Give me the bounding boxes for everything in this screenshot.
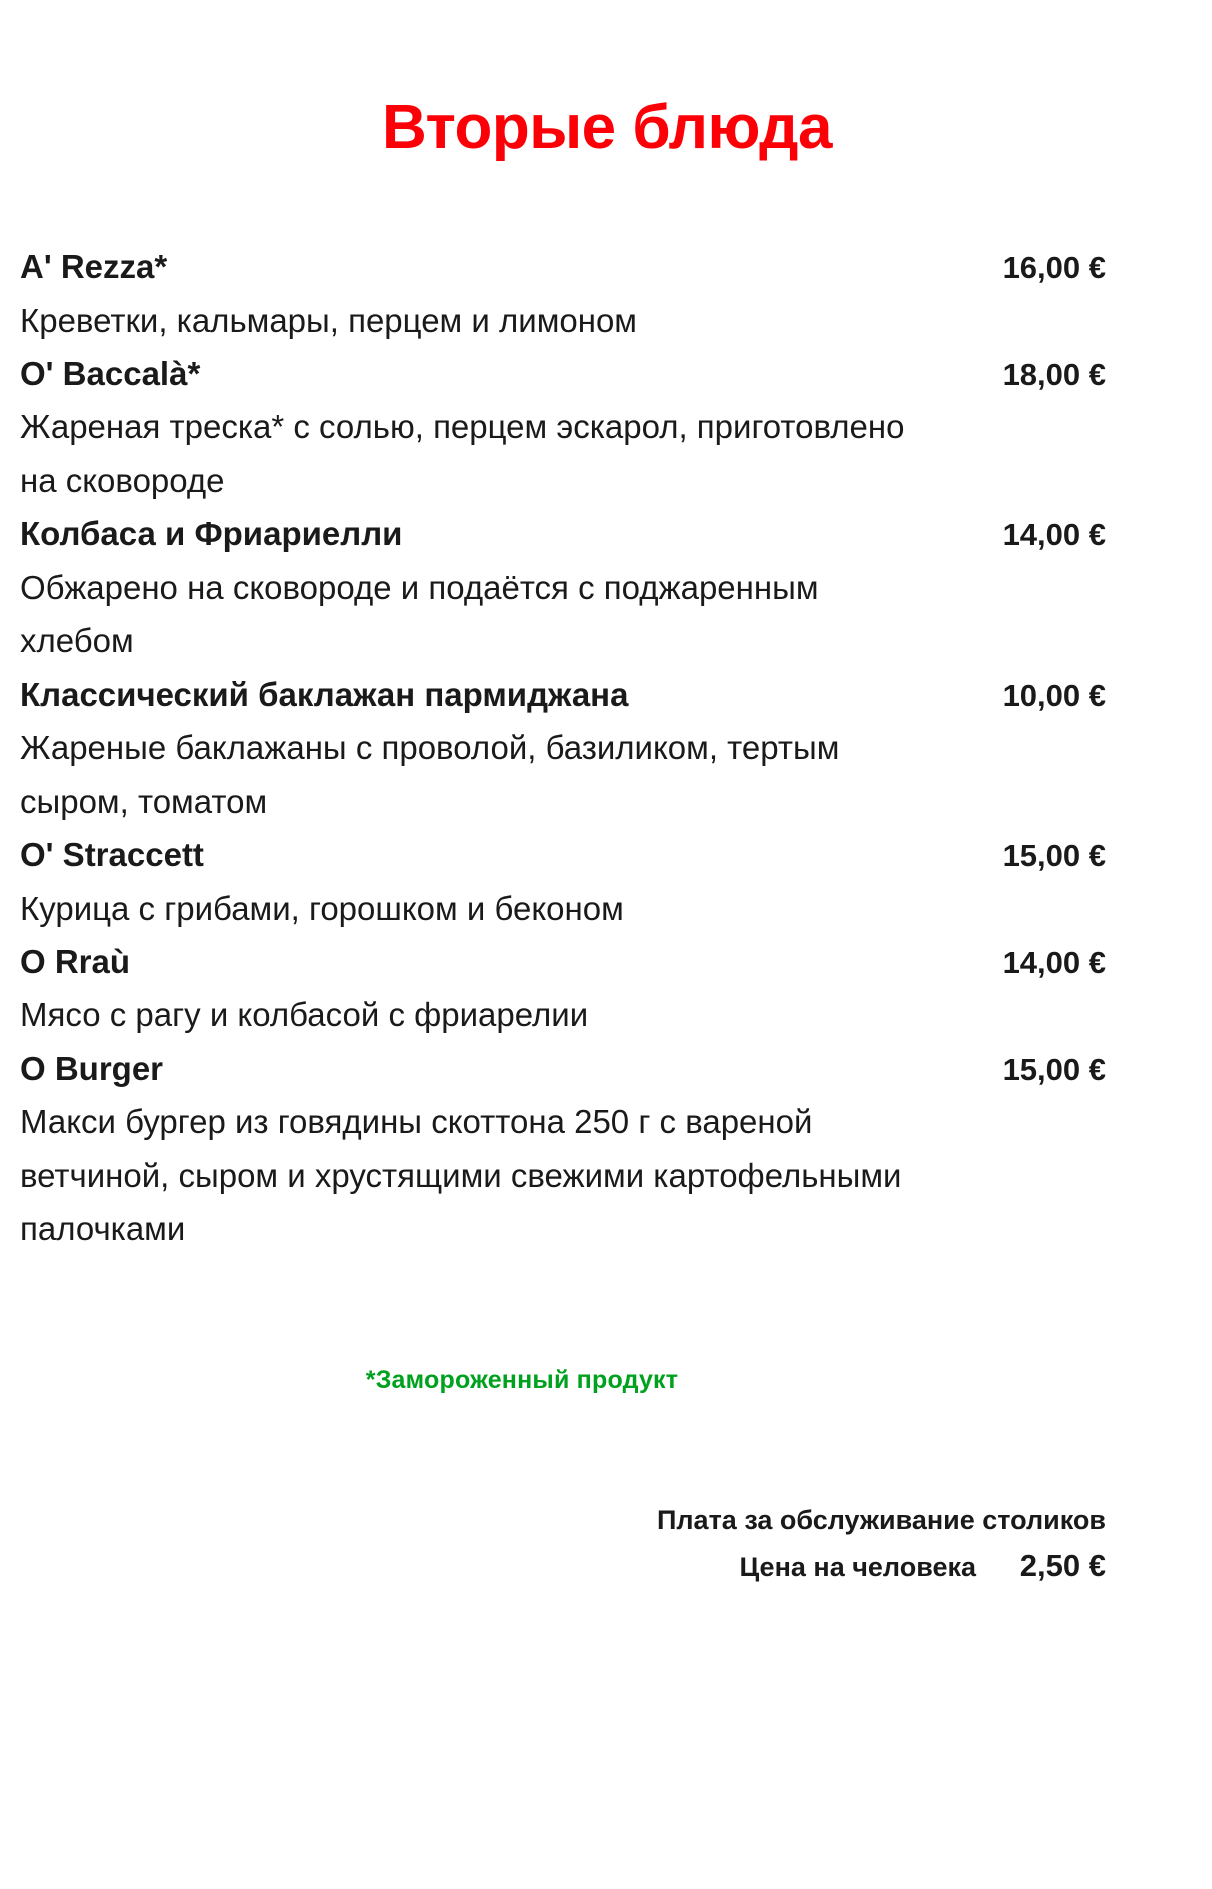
menu-item bbox=[20, 828, 1106, 935]
menu-item-name: O Burger bbox=[20, 1049, 164, 1087]
menu-items-list bbox=[12, 240, 1202, 1256]
menu-item-header bbox=[20, 347, 1106, 400]
frozen-product-note bbox=[12, 1366, 1202, 1395]
menu-item-price: 15,00 € bbox=[1002, 1051, 1106, 1087]
menu-item bbox=[20, 240, 1106, 347]
page-title: Вторые блюда bbox=[381, 93, 832, 162]
menu-item-description: Жареные баклажаны с проволой, базиликом, тертым сыром, томатом bbox=[20, 729, 840, 820]
menu-item-header bbox=[20, 828, 1106, 881]
menu-item-description: Мясо с рагу и колбасой с фриарелии bbox=[20, 996, 589, 1034]
menu-item-header bbox=[20, 240, 1106, 293]
menu-item-header bbox=[20, 668, 1106, 721]
menu-item-header bbox=[20, 935, 1106, 988]
menu-item-description: Креветки, кальмары, перцем и лимоном bbox=[20, 301, 637, 339]
menu-item bbox=[20, 507, 1106, 667]
menu-item-price: 14,00 € bbox=[1002, 517, 1106, 553]
menu-item-name: Колбаса и Фриариелли bbox=[20, 515, 403, 553]
menu-item-header bbox=[20, 507, 1106, 560]
per-person-line bbox=[12, 1542, 1106, 1590]
menu-item-description: Курица с грибами, горошком и беконом bbox=[20, 889, 624, 927]
per-person-label: Цена на человека bbox=[739, 1551, 976, 1582]
per-person-price: 2,50 € bbox=[1019, 1547, 1106, 1583]
service-charge-label: Плата за обслуживание столиков bbox=[657, 1504, 1106, 1535]
menu-item-name: O' Straccett bbox=[20, 836, 204, 874]
service-charge-footer bbox=[12, 1500, 1202, 1590]
menu-item-price: 16,00 € bbox=[1002, 250, 1106, 286]
menu-item bbox=[20, 935, 1106, 1042]
menu-item bbox=[20, 668, 1106, 828]
menu-item-price: 10,00 € bbox=[1002, 677, 1106, 713]
menu-item bbox=[20, 347, 1106, 507]
service-charge-line bbox=[12, 1500, 1106, 1542]
menu-item-price: 15,00 € bbox=[1002, 838, 1106, 874]
menu-item-price: 18,00 € bbox=[1002, 357, 1106, 392]
menu-item bbox=[20, 1042, 1106, 1256]
menu-item-name: O Rraù bbox=[20, 942, 131, 980]
menu-item-description: Макси бургер из говядины скоттона 250 г с вареной ветчиной, сыром и хрустящими свежими картофельными палочками bbox=[20, 1103, 902, 1248]
menu-item-name: Классический баклажан пармиджана bbox=[20, 675, 629, 713]
frozen-product-note-text: *Замороженный продукт bbox=[365, 1365, 679, 1394]
menu-item-description: Обжарено на сковороде и подаётся с поджаренным хлебом bbox=[20, 568, 819, 660]
menu-item-description: Жареная треска* с солью, перцем эскарол, приготовлено на сковороде bbox=[20, 408, 905, 499]
bottom-spacer bbox=[12, 1590, 1202, 1680]
menu-item-price: 14,00 € bbox=[1002, 944, 1106, 980]
menu-item-name: O' Baccalà* bbox=[20, 355, 201, 392]
menu-item-header bbox=[20, 1042, 1106, 1095]
menu-item-name: A' Rezza* bbox=[20, 248, 168, 286]
